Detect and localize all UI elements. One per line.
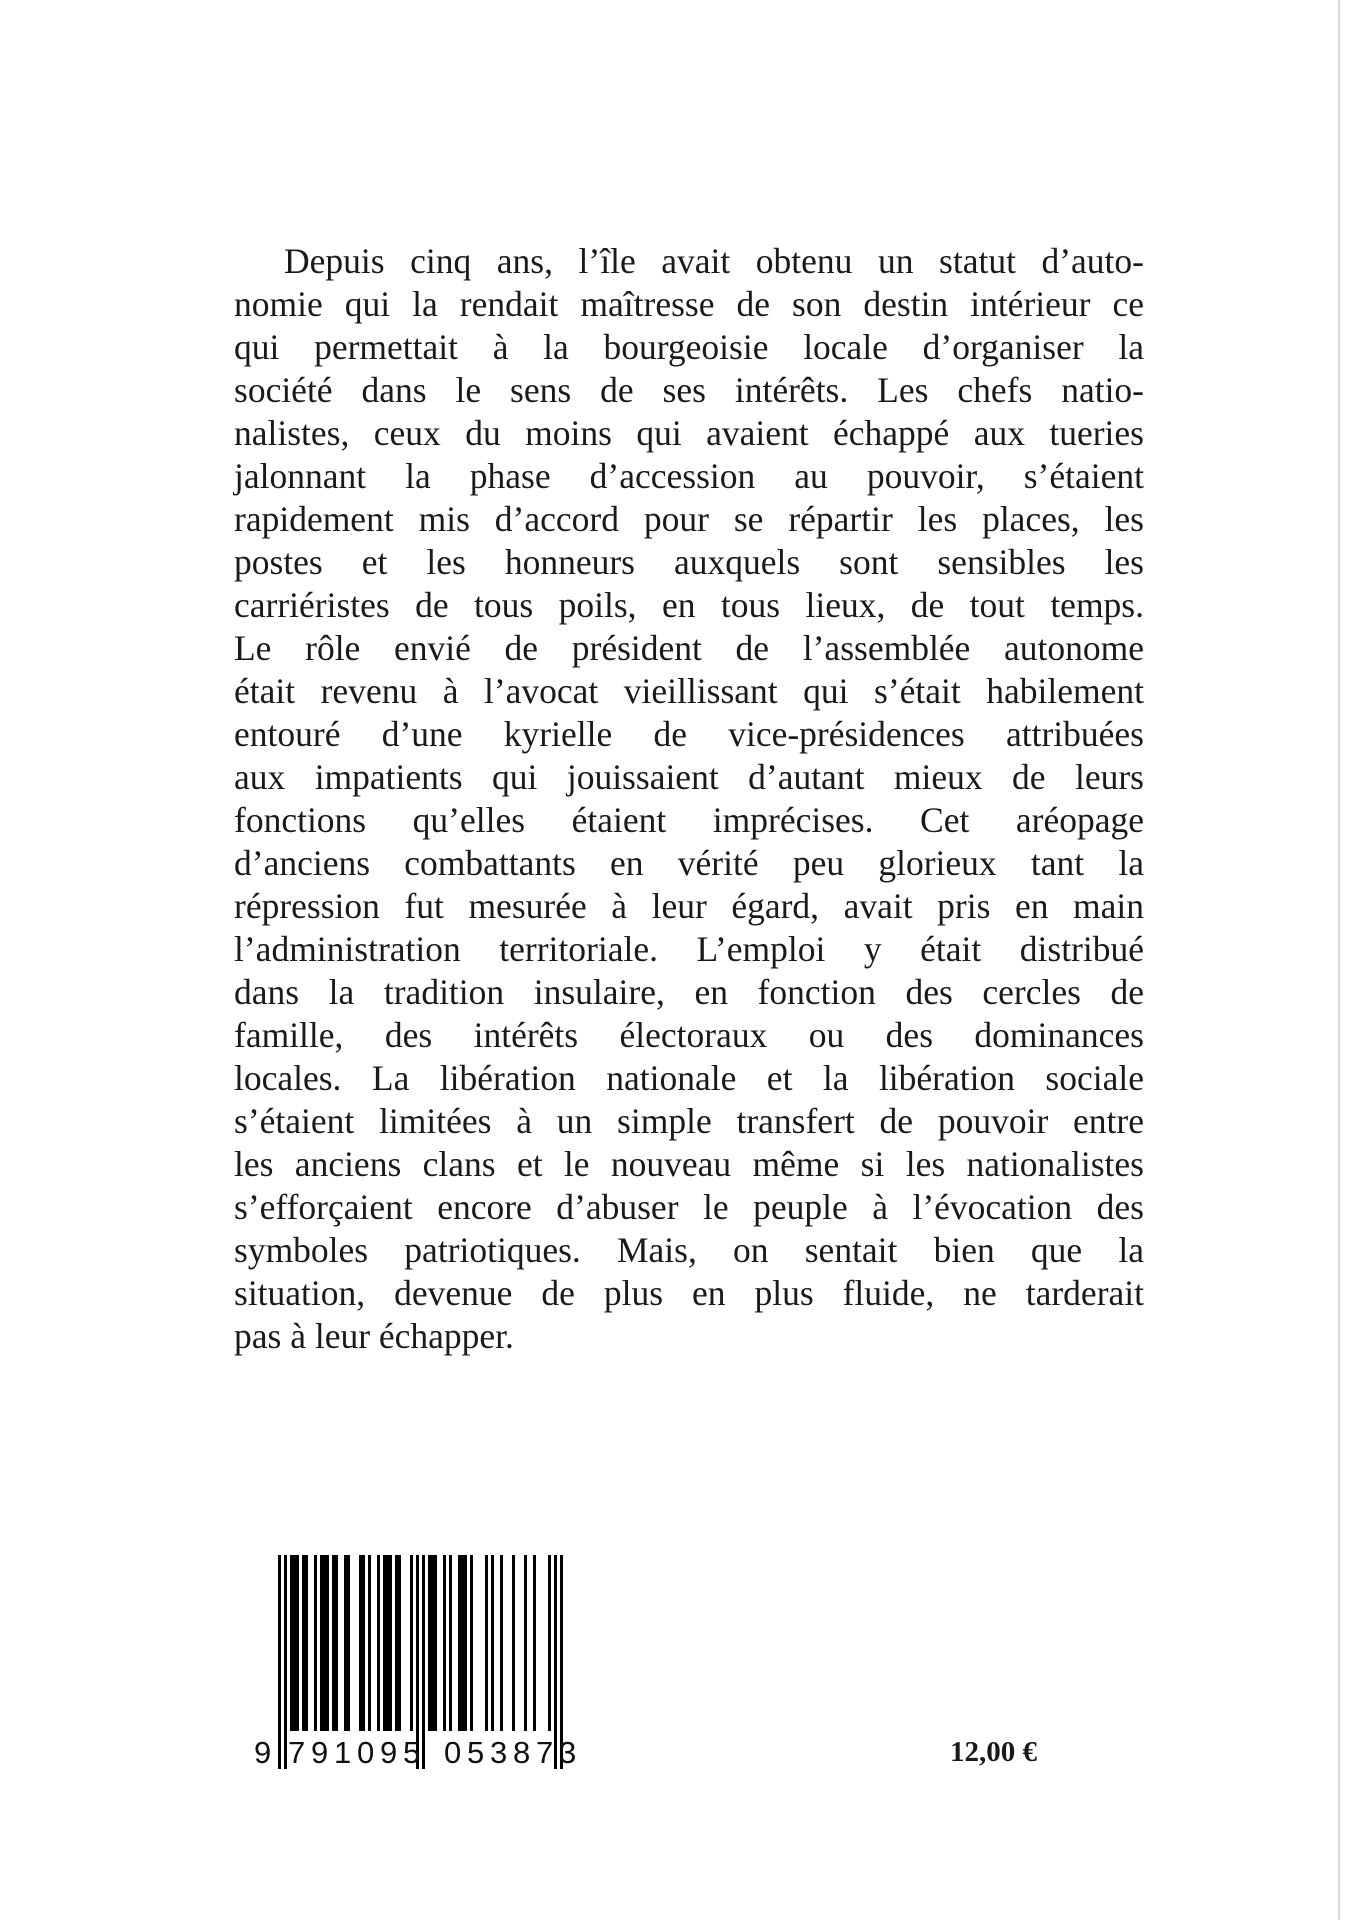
text-line: dans la tradition insulaire, en fonction des cercles de: [234, 972, 1144, 1012]
text-line: était revenu à l’avocat vieillissant qui s’était habilement: [234, 671, 1144, 711]
barcode-bar: [548, 1555, 551, 1731]
barcode-bar: [305, 1555, 308, 1731]
barcode-bar: [470, 1555, 473, 1731]
text-line: famille, des intérêts électoraux ou des dominances: [234, 1015, 1144, 1055]
barcode-bar: [512, 1555, 515, 1731]
isbn-barcode: [254, 1555, 614, 1781]
barcode-bar: [428, 1555, 431, 1731]
text-line: entouré d’une kyrielle de vice-présidences attribuées: [234, 714, 1144, 754]
text-line: jalonnant la phase d’accession au pouvoir, s’étaient: [234, 456, 1144, 496]
barcode-bar: [383, 1555, 386, 1731]
barcode-digit: 1: [334, 1735, 352, 1770]
text-line: l’administration territoriale. L’emploi y était distribué: [234, 929, 1144, 969]
text-line: les anciens clans et le nouveau même si les nationalistes: [234, 1144, 1144, 1184]
barcode-bar: [362, 1555, 365, 1731]
barcode-bar: [422, 1555, 425, 1769]
text-line: locales. La libération nationale et la libération sociale: [234, 1058, 1144, 1098]
page-edge: [1338, 0, 1340, 1920]
text-line: rapidement mis d’accord pour se répartir les places, les: [234, 499, 1144, 539]
barcode-bar: [491, 1555, 494, 1731]
text-line: répression fut mesurée à leur égard, avait pris en main: [234, 886, 1144, 926]
text-line: s’efforçaient encore d’abuser le peuple à l’évocation des: [234, 1187, 1144, 1227]
barcode-bar: [347, 1555, 350, 1731]
barcode-bar: [389, 1555, 392, 1731]
barcode-bar: [458, 1555, 461, 1731]
text-line: postes et les honneurs auxquels sont sensibles les: [234, 542, 1144, 582]
barcode-digit: 0: [444, 1735, 462, 1770]
text-line: d’anciens combattants en vérité peu glorieux tant la: [234, 843, 1144, 883]
barcode-bar: [296, 1555, 299, 1731]
barcode-bar: [323, 1555, 326, 1731]
barcode-digit: 5: [403, 1735, 421, 1770]
text-line: Depuis cinq ans, l’île avait obtenu un statut d’auto-: [284, 241, 1144, 281]
barcode-digit: 3: [559, 1735, 577, 1770]
barcode-bar: [500, 1555, 503, 1731]
barcode-bar: [302, 1555, 305, 1731]
text-line: Le rôle envié de président de l’assemblée autonome: [234, 628, 1144, 668]
barcode-bar: [524, 1555, 527, 1731]
text-line: nalistes, ceux du moins qui avaient échappé aux tueries: [234, 413, 1144, 453]
barcode-bar: [461, 1555, 464, 1731]
text-line: situation, devenue de plus en plus fluide, ne tarderait: [234, 1273, 1144, 1313]
barcode-digit: 0: [357, 1735, 375, 1770]
text-line: pas à leur échapper.: [234, 1316, 514, 1356]
barcode-bar: [431, 1555, 434, 1731]
barcode-bar: [554, 1555, 557, 1769]
text-line: nomie qui la rendait maîtresse de son destin intérieur ce: [234, 284, 1144, 324]
barcode-bar: [485, 1555, 488, 1731]
text-line: aux impatients qui jouissaient d’autant mieux de leurs: [234, 757, 1144, 797]
text-line: s’étaient limitées à un simple transfert de pouvoir entre: [234, 1101, 1144, 1141]
barcode-bar: [284, 1555, 287, 1769]
barcode-bar: [443, 1555, 446, 1731]
barcode-bar: [314, 1555, 317, 1731]
barcode-bar: [434, 1555, 437, 1731]
text-line: symboles patriotiques. Mais, on sentait bien que la: [234, 1230, 1144, 1270]
barcode-digit: 3: [490, 1735, 508, 1770]
barcode-bar: [332, 1555, 335, 1731]
price-label: 12,00 €: [950, 1736, 1037, 1768]
barcode-digit: 7: [288, 1735, 306, 1770]
barcode-bar: [449, 1555, 452, 1731]
barcode-digit: 9: [254, 1735, 272, 1770]
barcode-bar: [344, 1555, 347, 1731]
barcode-bar: [290, 1555, 293, 1731]
barcode-digit: 9: [380, 1735, 398, 1770]
barcode-bar: [533, 1555, 536, 1731]
barcode-bar: [386, 1555, 389, 1731]
barcode-bar: [359, 1555, 362, 1731]
barcode-bar: [464, 1555, 467, 1731]
barcode-bar: [377, 1555, 380, 1731]
barcode-bar: [326, 1555, 329, 1731]
back-cover-text: [234, 240, 1144, 1358]
barcode-bar: [395, 1555, 398, 1731]
barcode-bar: [335, 1555, 338, 1731]
barcode-bar: [410, 1555, 413, 1731]
barcode-digit: 8: [513, 1735, 531, 1770]
text-line: carriéristes de tous poils, en tous lieux, de tout temps.: [234, 585, 1144, 625]
barcode-bar: [293, 1555, 296, 1731]
barcode-digit: 5: [467, 1735, 485, 1770]
text-line: qui permettait à la bourgeoisie locale d’organiser la: [234, 327, 1144, 367]
barcode-bar: [320, 1555, 323, 1731]
text-line: fonctions qu’elles étaient imprécises. Cet aréopage: [234, 800, 1144, 840]
barcode-bar: [278, 1555, 281, 1769]
barcode-bar: [398, 1555, 401, 1731]
barcode-digit: 7: [536, 1735, 554, 1770]
text-line: société dans le sens de ses intérêts. Les chefs natio-: [234, 370, 1144, 410]
barcode-digit: 9: [311, 1735, 329, 1770]
barcode-bar: [368, 1555, 371, 1731]
